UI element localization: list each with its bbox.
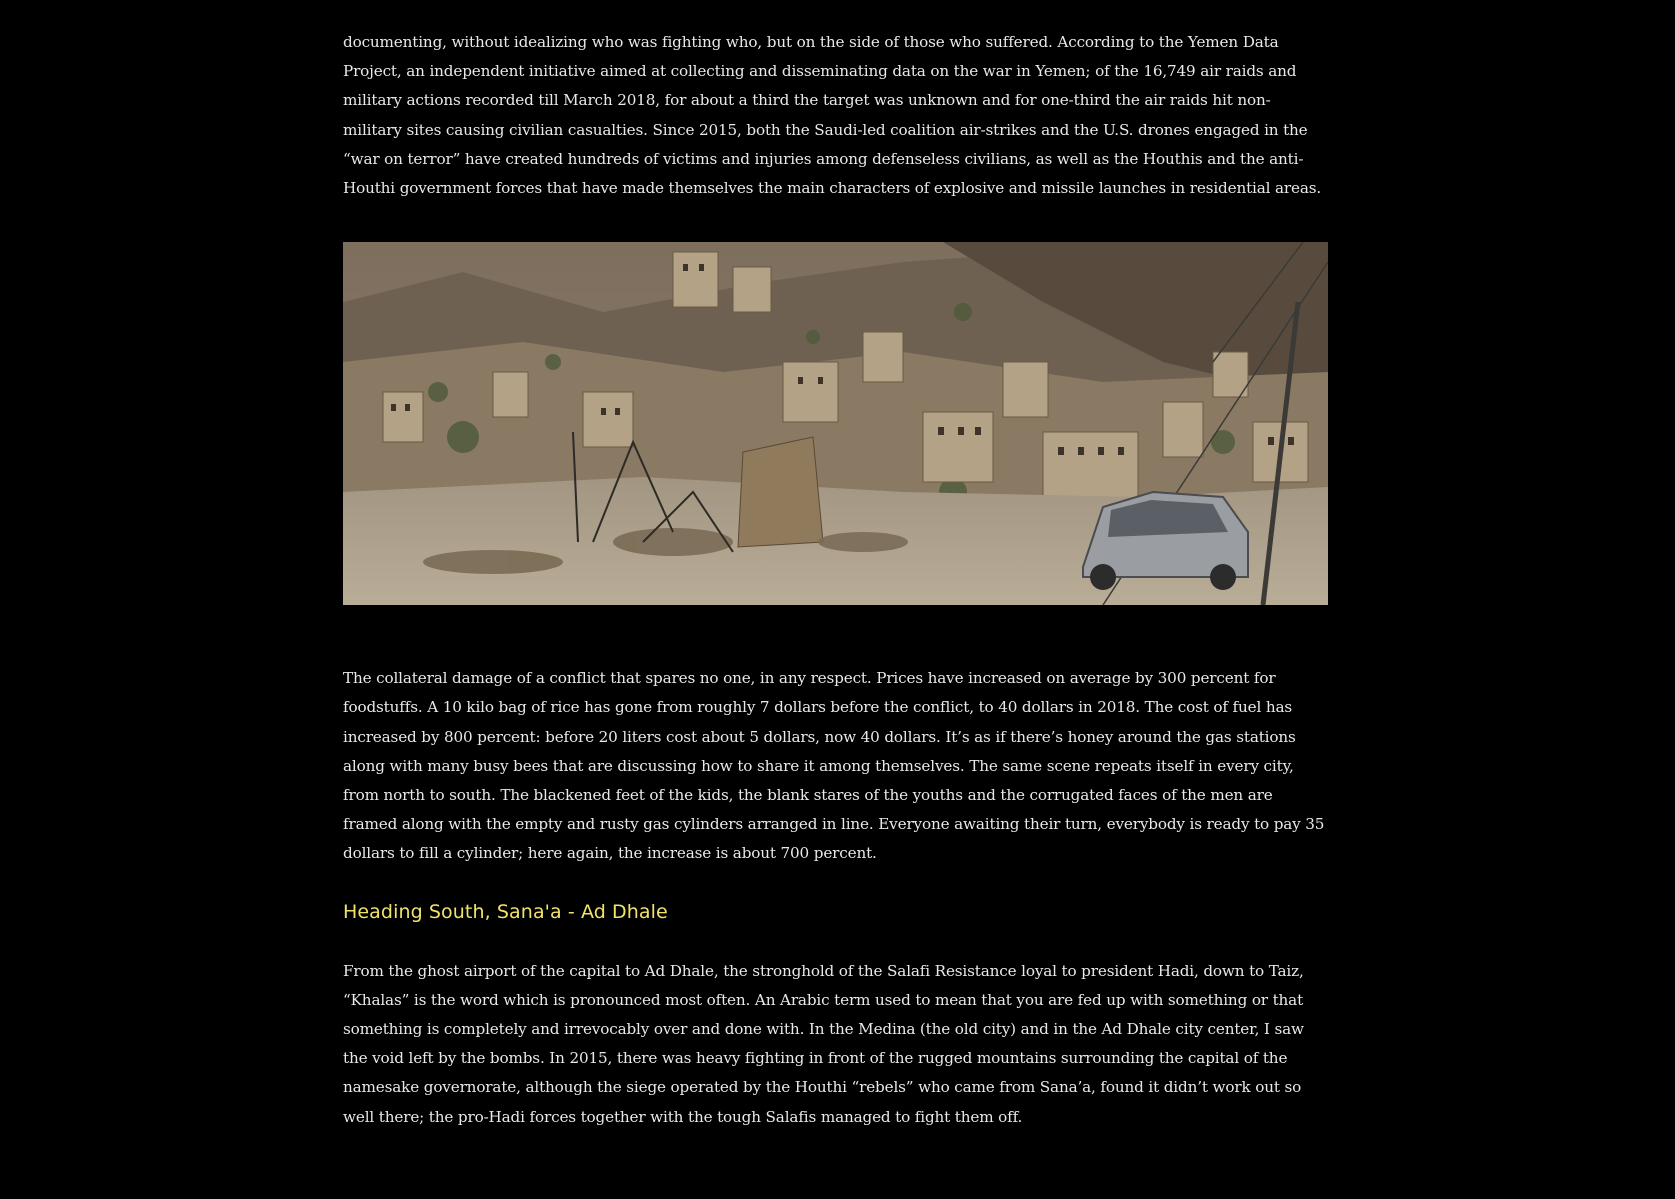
photo-yemen-village-wrecked-car: [343, 242, 1328, 605]
section-heading: Heading South, Sana'a - Ad Dhale: [343, 900, 668, 923]
article-paragraph-heading-south: From the ghost airport of the capital to Ad Dhale, the stronghold of the Salafi Resistance loyal to president Hadi, down to Taiz, “Khalas” is the word which is pronounced most often. An Arabic term used to mean that you are fed up with something or that something is completely and irrevocably over and done with. In the Medina (the old city) and in the Ad Dhale city center, I saw the void left by the bombs. In 2015, there was heavy fighting in front of the rugged mountains surrounding the capital of the namesake governorate, although the siege operated by the Houthi “rebels” who came from Sana’a, found it didn’t work out so well there; the pro-Hadi forces together with the tough Salafis managed to fight them off.: [343, 961, 1304, 1126]
article-photo: [343, 242, 1328, 605]
article: [343, 24, 1328, 1132]
article-paragraph-intro: documenting, without idealizing who was fighting who, but on the side of those who suffered. According to the Yemen Data Project, an independent initiative aimed at collecting and disseminating data on the war in Yemen; of the 16,749 air raids and military actions recorded till March 2018, for about a third the target was unknown and for one-third the air raids hit non-military sites causing civilian casualties. Since 2015, both the Saudi-led coalition air-strikes and the U.S. drones engaged in the “war on terror” have created hundreds of victims and injuries among defenseless civilians, as well as the Houthis and the anti-Houthi government forces that have made themselves the main characters of explosive and missile launches in residential areas.: [343, 33, 1322, 198]
wrecked-car: [1083, 492, 1248, 590]
article-paragraph-collateral-damage: The collateral damage of a conflict that spares no one, in any respect. Prices have increased on average by 300 percent for foodstuffs. A 10 kilo bag of rice has gone from roughly 7 dollars before the conflict, to 40 dollars in 2018. The cost of fuel has increased by 800 percent: before 20 liters cost about 5 dollars, now 40 dollars. It’s as if there’s honey around the gas stations along with many busy bees that are discussing how to share it among themselves. The same scene repeats itself in every city, from north to south. The blackened feet of the kids, the blank stares of the youths and the corrugated faces of the men are framed along with the empty and rusty gas cylinders arranged in line. Everyone awaiting their turn, everybody is ready to pay 35 dollars to fill a cylinder; here again, the increase is about 700 percent.: [343, 669, 1325, 863]
